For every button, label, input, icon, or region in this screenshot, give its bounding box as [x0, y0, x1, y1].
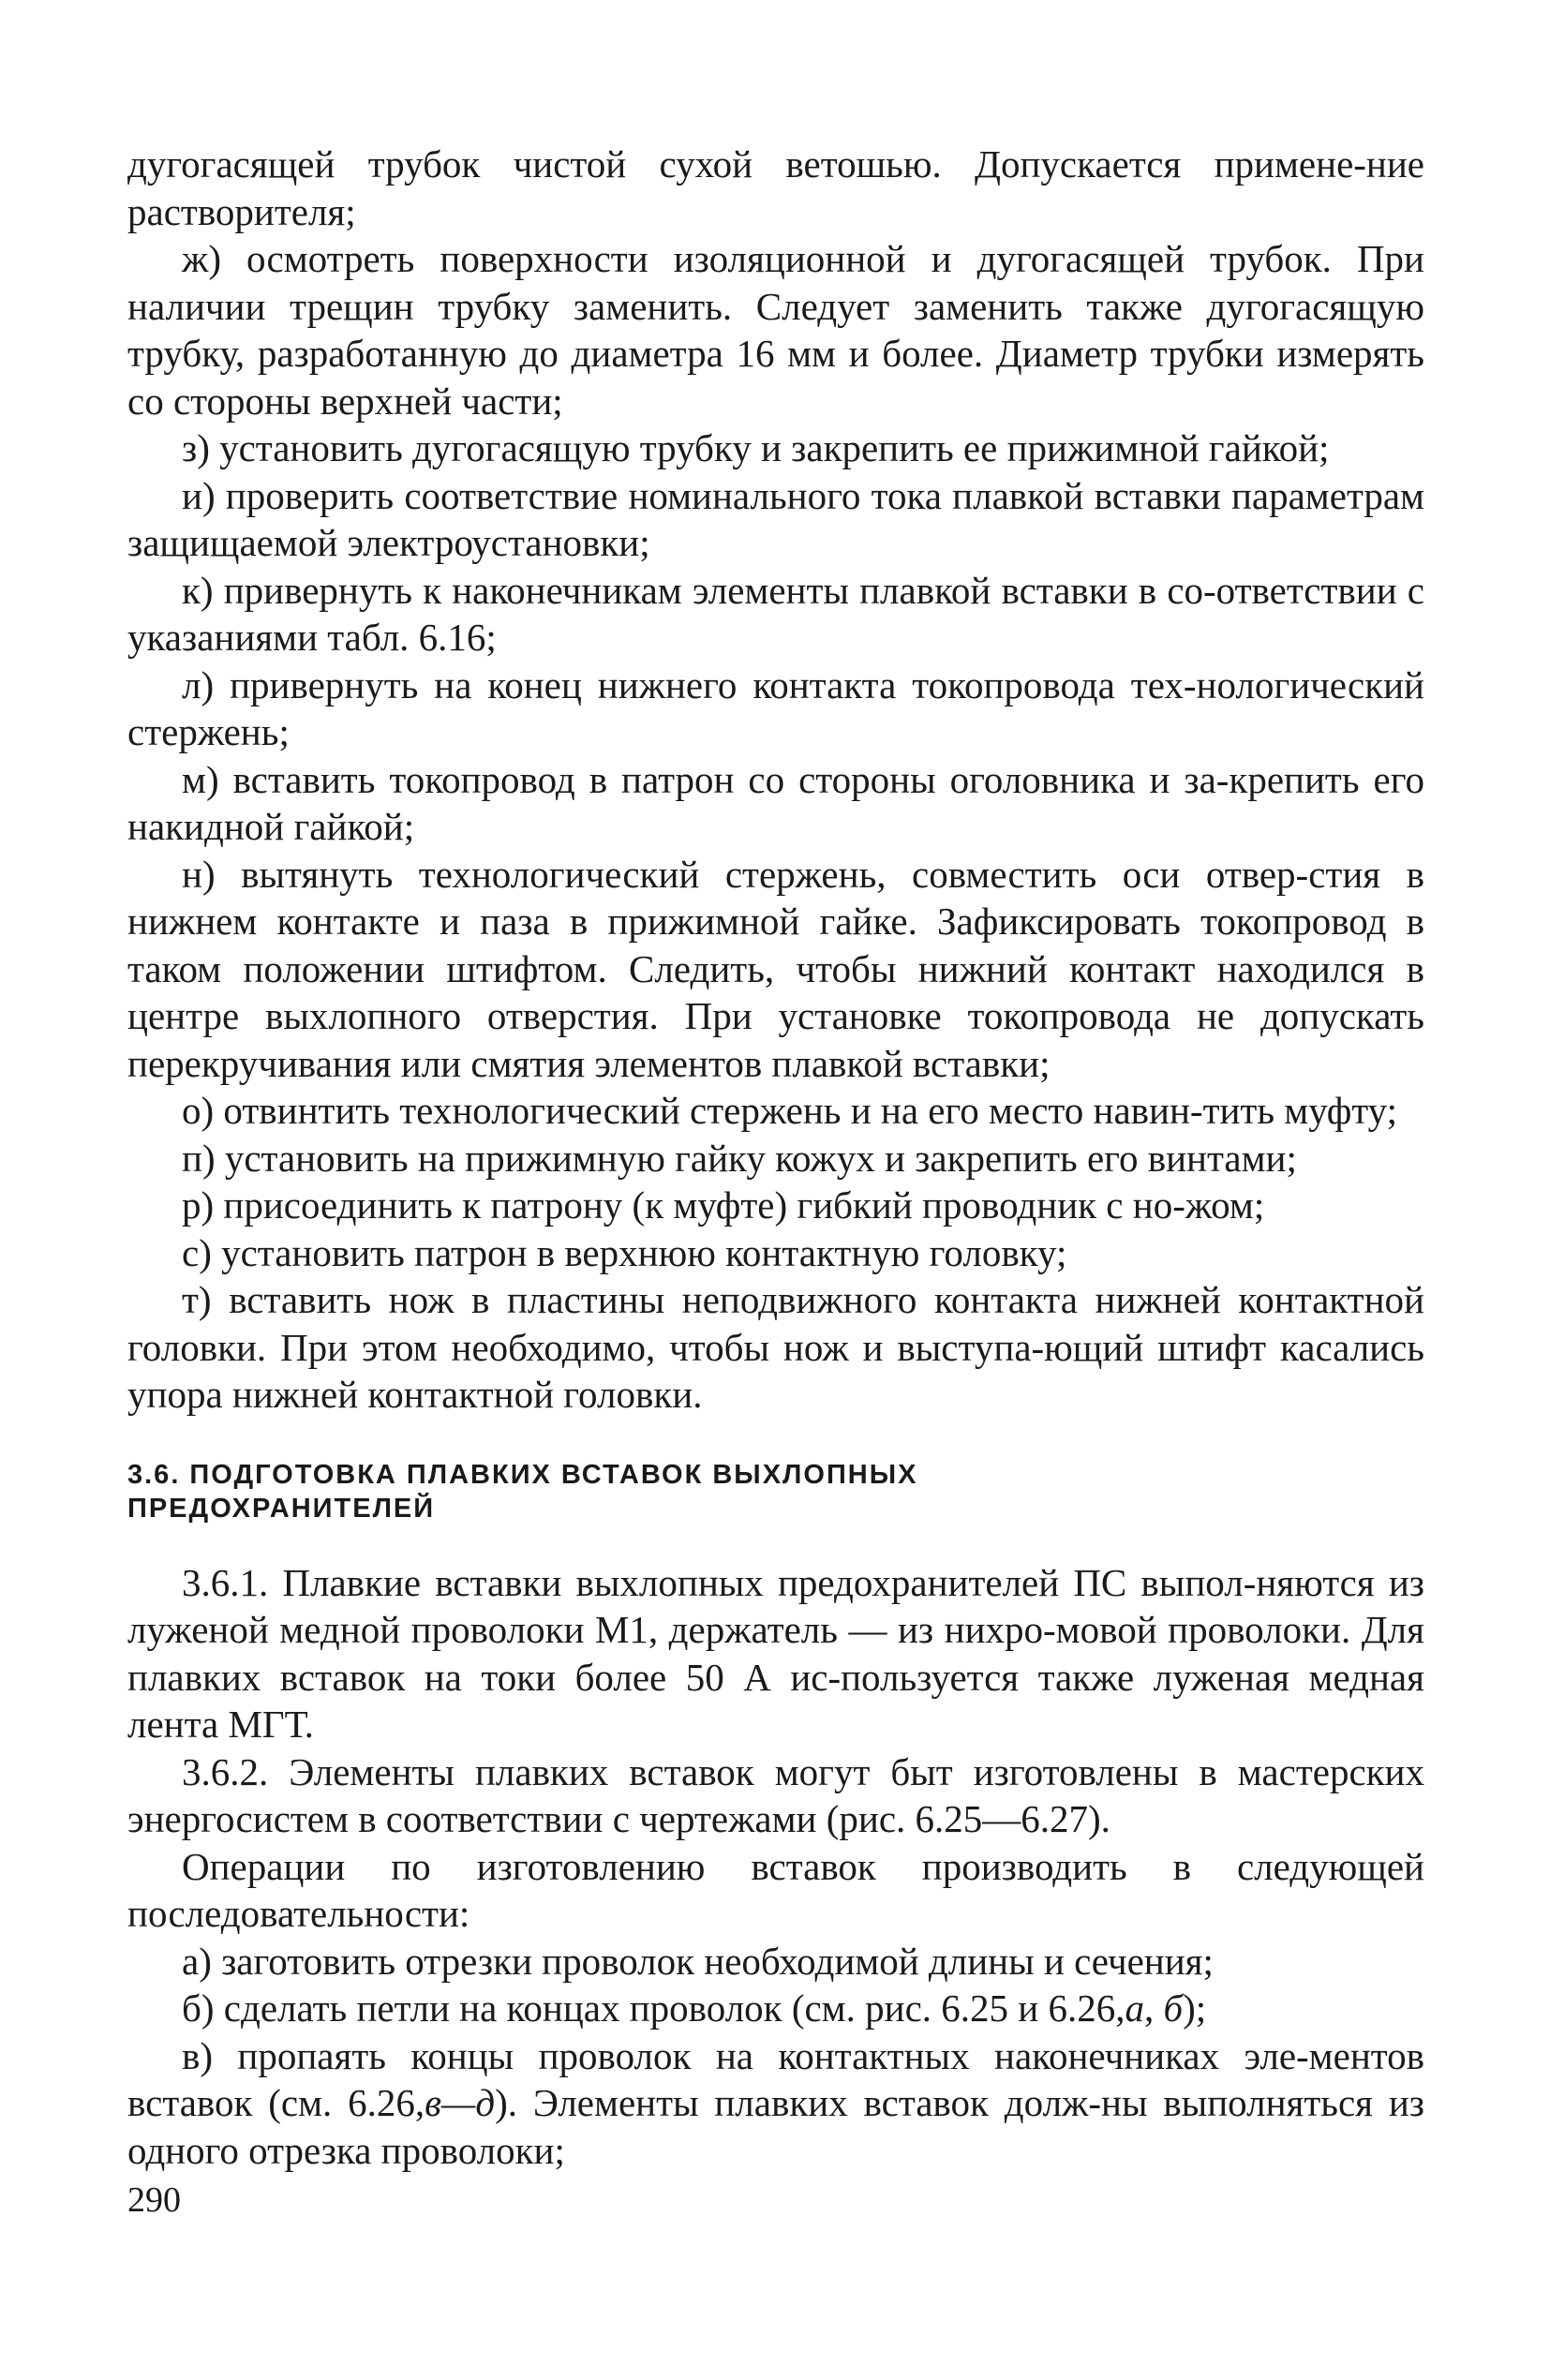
section-heading [127, 1458, 1424, 1525]
page-number: 290 [127, 2180, 181, 2220]
list-item-s: с) установить патрон в верхнюю контактную головку; [182, 1230, 1067, 1274]
page-body [127, 141, 1424, 2174]
list-item-l: л) привернуть на конец нижнего контакта токопровода тех-нологический стержень; [127, 662, 1424, 753]
paragraph-3-6-2: 3.6.2. Элементы плавких вставок могут быт изготовлены в мастерских энергосистем в соответствии с чертежами (рис. 6.25—6.27). [127, 1749, 1424, 1840]
section-heading-line-1: 3.6. ПОДГОТОВКА ПЛАВКИХ ВСТАВОК ВЫХЛОПНЫХ [127, 1459, 918, 1490]
list-item-r: р) присоединить к патрону (к муфте) гибкий проводник с но-жом; [182, 1183, 1265, 1227]
figure-ref-v-d: в—д [425, 2081, 496, 2124]
list-item-v [127, 2032, 1424, 2175]
paragraph-3-6-1: 3.6.1. Плавкие вставки выхлопных предохранителей ПС выпол-няются из луженой медной проволоки М1, держатель — из нихро-мовой проволоки. Для плавких вставок на токи более 50 А ис-пользуется также луженая медная лента МГТ. [127, 1560, 1424, 1746]
list-item-i: и) проверить соответствие номинального тока плавкой вставки параметрам защищаемой электроустановки; [127, 473, 1424, 564]
list-item-b [127, 1985, 1424, 2032]
list-item-p: п) установить на прижимную гайку кожух и закрепить его винтами; [182, 1136, 1297, 1180]
list-item-k: к) привернуть к наконечникам элементы плавкой вставки в со-ответствии с указаниями табл. 6.16; [127, 568, 1424, 659]
list-item-b-text: б) сделать петли на концах проволок (см. рис. 6.25 и 6.26, [182, 1986, 1125, 2030]
list-item-m: м) вставить токопровод в патрон со стороны оголовника и за-крепить его накидной гайкой; [127, 757, 1424, 848]
list-item-v-text: в) пропаять концы проволок на контактных наконечниках эле-ментов вставок (см. 6.26, [127, 2033, 1424, 2124]
list-item-b-end: ); [1183, 1986, 1207, 2030]
list-item-v-end: ). Элементы плавких вставок долж-ны выполняться из одного отрезка проволоки; [127, 2081, 1424, 2172]
ref-separator: , [1143, 1986, 1164, 2030]
list-item-n: н) вытянуть технологический стержень, совместить оси отвер-стия в нижнем контакте и паза в прижимной гайке. Зафиксировать токопровод в таком положении штифтом. Следить, чтобы нижний контакт находился в центре выхлопного отверстия. При установке токопровода не допускать перекручивания или смятия элементов плавкой вставки; [127, 852, 1424, 1085]
list-item-zh: ж) осмотреть поверхности изоляционной и дугогасящей трубок. При наличии трещин трубку заменить. Следует заменить также дугогасящую трубку, разработанную до диаметра 16 мм и более. Диаметр трубки измерять со стороны верхней части; [127, 237, 1424, 423]
figure-ref-a: а [1125, 1986, 1144, 2030]
paragraph-continuation: дугогасящей трубок чистой сухой ветошью. Допускается примене-ние растворителя; [127, 142, 1424, 233]
list-item-z: з) установить дугогасящую трубку и закрепить ее прижимной гайкой; [182, 426, 1330, 469]
section-heading-line-2: ПРЕДОХРАНИТЕЛЕЙ [127, 1493, 436, 1524]
paragraph-operations: Операции по изготовлению вставок производить в следующей последовательности: [127, 1844, 1424, 1935]
figure-ref-b: б [1163, 1986, 1184, 2030]
list-item-t: т) вставить нож в пластины неподвижного контакта нижней контактной головки. При этом необходимо, чтобы нож и выступа-ющий штифт касались упора нижней контактной головки. [127, 1278, 1424, 1416]
list-item-o: о) отвинтить технологический стержень и на его место навин-тить муфту; [182, 1089, 1398, 1132]
list-item-a: а) заготовить отрезки проволок необходимой длины и сечения; [182, 1939, 1214, 1983]
